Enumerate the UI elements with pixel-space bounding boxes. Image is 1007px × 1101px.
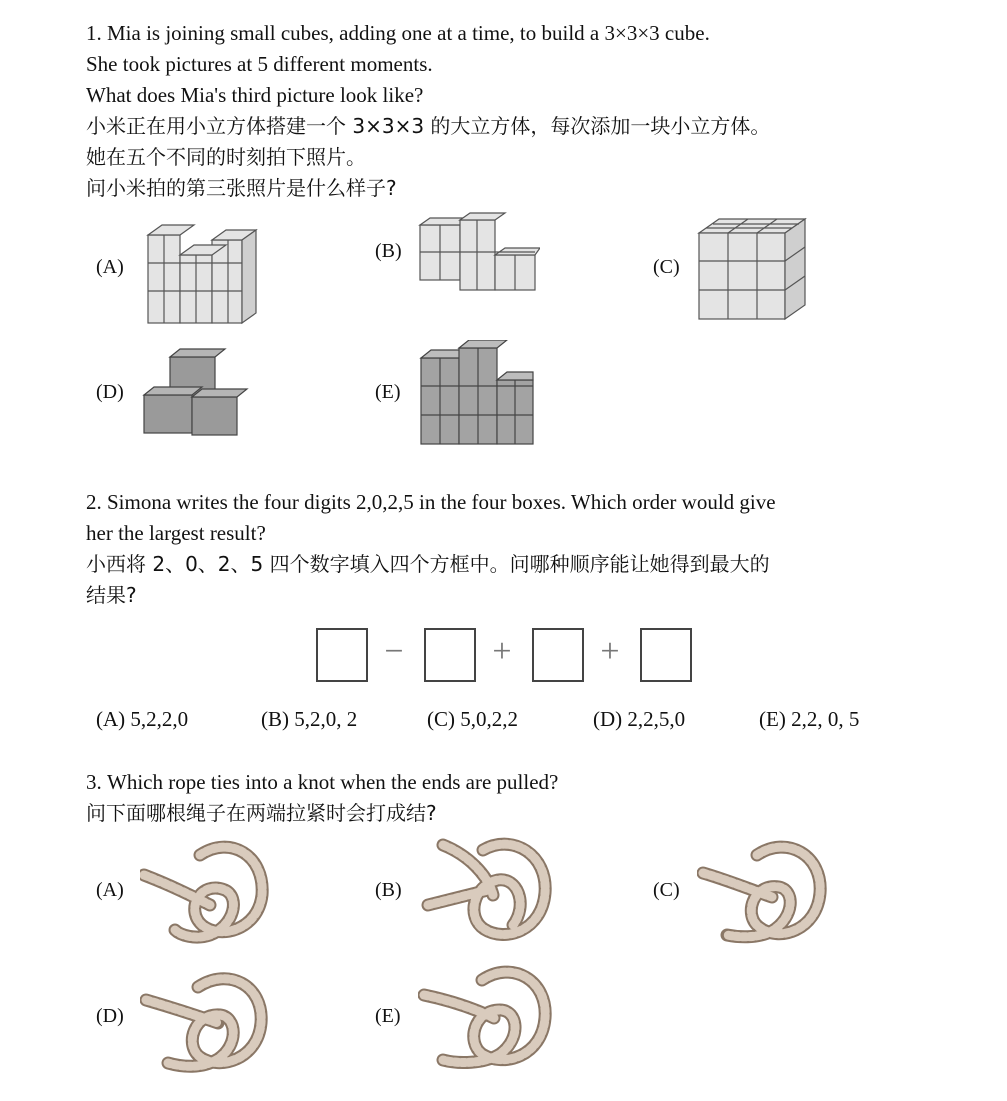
- q1-figure-e-cubes: [415, 340, 540, 448]
- q2-box-1[interactable]: [316, 628, 368, 682]
- q2-operator-minus: −: [384, 633, 404, 670]
- q1-option-c-label[interactable]: (C): [653, 256, 680, 278]
- q1-option-b-label[interactable]: (B): [375, 240, 402, 262]
- q3-figure-c-rope: [697, 835, 827, 945]
- q3-text-line-1: [86, 767, 558, 797]
- q3-figure-e-rope: [418, 960, 553, 1070]
- q2-text-line-1: [86, 487, 776, 517]
- q1-figure-c-cubes: [693, 215, 813, 323]
- q2-zh-line-2: 结果?: [86, 583, 137, 607]
- q1-zh-line-2: 她在五个不同的时刻拍下照片。: [86, 145, 366, 169]
- q1-en-line-1: Mia is joining small cubes, adding one at a time, to build a 3×3×3 cube.: [107, 21, 710, 45]
- q3-figure-a-rope: [140, 835, 270, 945]
- q1-figure-b-cubes: [415, 210, 540, 295]
- q2-en-line-1: Simona writes the four digits 2,0,2,5 in the four boxes. Which order would give: [107, 490, 776, 514]
- q2-choice-d[interactable]: (D) 2,2,5,0: [593, 707, 686, 731]
- q3-figure-b-rope: [418, 835, 553, 945]
- q3-figure-d-rope: [140, 965, 270, 1073]
- q1-en-line-3: What does Mia's third picture look like?: [86, 83, 424, 107]
- q2-choice-b[interactable]: (B) 5,2,0, 2: [261, 707, 358, 731]
- q1-option-d-label[interactable]: (D): [96, 381, 124, 403]
- q2-en-line-2: her the largest result?: [86, 521, 266, 545]
- q1-option-a-label[interactable]: (A): [96, 256, 124, 278]
- q1-en-line-2: She took pictures at 5 different moments.: [86, 52, 433, 76]
- q2-box-2[interactable]: [424, 628, 476, 682]
- q1-option-e-label[interactable]: (E): [375, 381, 401, 403]
- q1-figure-a-cubes: [140, 215, 265, 325]
- q3-number: 3.: [86, 770, 102, 794]
- q1-text-line-1: [86, 18, 710, 48]
- q1-zh-line-3: 问小米拍的第三张照片是什么样子?: [86, 176, 397, 200]
- q2-operator-plus-2: +: [600, 633, 620, 670]
- q2-choice-e[interactable]: (E) 2,2, 0, 5: [759, 707, 860, 731]
- q1-figure-d-cubes: [140, 345, 250, 440]
- q3-option-c-label[interactable]: (C): [653, 879, 680, 901]
- q2-choice-c[interactable]: (C) 5,0,2,2: [427, 707, 518, 731]
- q3-option-a-label[interactable]: (A): [96, 879, 124, 901]
- q1-zh-line-1: 小米正在用小立方体搭建一个 3×3×3 的大立方体，每次添加一块小立方体。: [86, 114, 771, 138]
- q3-option-e-label[interactable]: (E): [375, 1005, 401, 1027]
- q2-box-4[interactable]: [640, 628, 692, 682]
- q3-en-line: Which rope ties into a knot when the ends are pulled?: [107, 770, 559, 794]
- q2-choice-a[interactable]: (A) 5,2,2,0: [96, 707, 189, 731]
- q2-box-3[interactable]: [532, 628, 584, 682]
- q3-option-d-label[interactable]: (D): [96, 1005, 124, 1027]
- q1-number: 1.: [86, 21, 102, 45]
- q2-operator-plus-1: +: [492, 633, 512, 670]
- q2-zh-line-1: 小西将 2、0、2、5 四个数字填入四个方框中。问哪种顺序能让她得到最大的: [86, 552, 770, 576]
- q2-number: 2.: [86, 490, 102, 514]
- q3-zh-line: 问下面哪根绳子在两端拉紧时会打成结?: [86, 801, 437, 825]
- q3-option-b-label[interactable]: (B): [375, 879, 402, 901]
